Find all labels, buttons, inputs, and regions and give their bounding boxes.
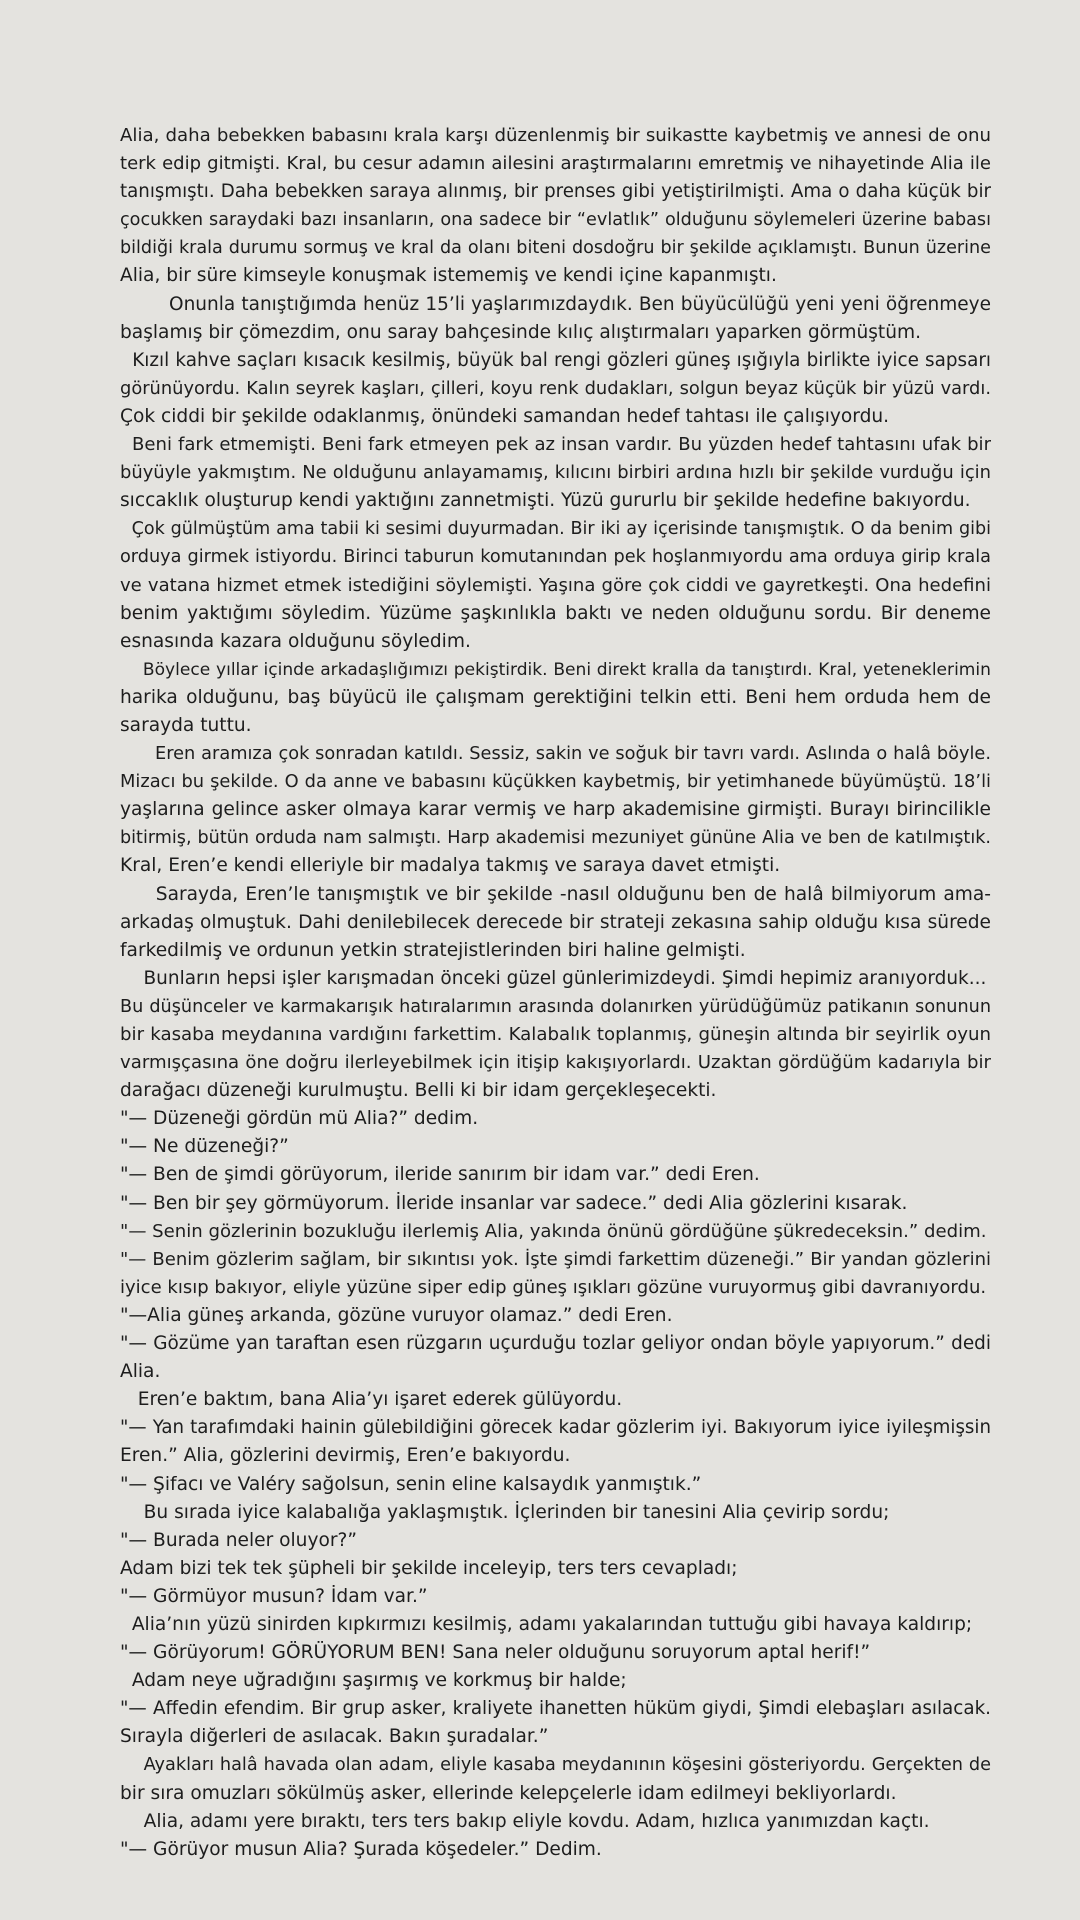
text-line: "— Görmüyor musun? İdam var.” [120,1585,428,1607]
text-line: Çok ciddi bir şekilde odaklanmış, önündeki samandan hedef tahtası ile çalışıyordu. [120,405,890,427]
text-line: büyüyle yakmıştım. Ne olduğunu anlayamamış, kılıcını birbiri ardına hızlı bir şekilde vurduğu için [120,462,991,484]
text-line: darağacı düzeneği kurulmuştu. Belli ki bir idam gerçekleşecekti. [120,1080,717,1102]
text-line: Bu sırada iyice kalabalığa yaklaşmıştık. İçlerinden bir tanesini Alia çevirip sordu; [120,1501,890,1523]
text-line: Sarayda, Eren’le tanışmıştık ve bir şekilde -nasıl olduğunu ben de halâ bilmiyorum ama- [120,883,991,905]
text-line: "— Benim gözlerim sağlam, bir sıkıntısı yok. İşte şimdi farkettim düzeneği.” Bir yandan gözlerini [120,1248,991,1270]
text-line: bir kasaba meydanına vardığını farkettim. Kalabalık toplanmış, güneşin altında bir seyirlik oyun [120,1024,991,1045]
text-line: Sırayla diğerleri de asılacak. Bakın şuradalar.” [120,1726,549,1748]
text-line: Böylece yıllar içinde arkadaşlığımızı pekiştirdik. Beni direkt kralla da tanıştırdı. Kral, yeteneklerimin [120,659,991,680]
text-line: farkedilmiş ve ordunun yetkin stratejistlerinden biri haline gelmişti. [120,939,746,961]
text-line: "— Şifacı ve Valéry sağolsun, senin eline kalsaydık yanmıştık.” [120,1473,702,1495]
text-line: Ayakları halâ havada olan adam, eliyle kasaba meydanının köşesini gösteriyordu. Gerçekten de [120,1755,991,1776]
text-line: Alia, bir süre kimseyle konuşmak istememiş ve kendi içine kapanmıştı. [120,265,777,287]
text-line: Alia, adamı yere bıraktı, ters ters bakıp eliyle kovdu. Adam, hızlıca yanımızdan kaçtı. [120,1810,930,1832]
text-line: "— Gözüme yan taraftan esen rüzgarın uçurduğu tozlar geliyor ondan böyle yapıyorum.” dedi [120,1333,991,1355]
text-line: "— Burada neler oluyor?” [120,1529,357,1551]
text-line: iyice kısıp bakıyor, eliyle yüzüne siper edip güneş ışıkları gözüne vuruyormuş gibi davranıyordu. [120,1276,987,1298]
text-line: bildiği krala durumu sormuş ve kral da olanı biteni dosdoğru bir şekilde açıklamıştı. Bunun üzerine [120,238,991,259]
text-line: "— Ne düzeneği?” [120,1136,289,1158]
text-line: yaşlarına gelince asker olmaya karar vermiş ve harp akademisine girmişti. Burayı birincilikle [120,799,991,821]
text-line: sarayda tuttu. [120,714,252,736]
text-line: orduya girmek istiyordu. Birinci taburun komutanından pek hoşlanmıyordu ama orduya girip krala [120,547,991,568]
text-line: "— Yan tarafımdaki hainin gülebildiğini görecek kadar gözlerim iyi. Bakıyorum iyice iyileşmişsin [120,1417,991,1439]
text-line: varmışçasına öne doğru ilerleyebilmek için itişip kakışıyorlardı. Uzaktan gördüğüm kadarıyla bir [120,1052,991,1074]
text-line: Eren’e baktım, bana Alia’yı işaret ederek gülüyordu. [120,1389,623,1411]
text-line: Bunların hepsi işler karışmadan önceki güzel günlerimizdeydi. Şimdi hepimiz aranıyorduk... [120,967,987,989]
text-line: "— Görüyor musun Alia? Şurada köşedeler.” Dedim. [120,1838,602,1860]
text-line: Beni fark etmemişti. Beni fark etmeyen pek az insan vardır. Bu yüzden hedef tahtasını ufak bir [120,434,991,456]
text-line: çocukken saraydaki bazı insanların, ona sadece bir “evlatlık” olduğunu söylemeleri üzerine babası [120,210,991,231]
text-line: tanışmıştı. Daha bebekken saraya alınmış, bir prenses gibi yetiştirilmişti. Ama o daha küçük bir [120,181,991,203]
text-line: Kızıl kahve saçları kısacık kesilmiş, büyük bal rengi gözleri güneş ışığıyla birlikte iyice sapsarı [120,349,991,371]
text-line: Kral, Eren’e kendi elleriyle bir madalya takmış ve saraya davet etmişti. [120,855,781,877]
text-line: "— Ben bir şey görmüyorum. İleride insanlar var sadece.” dedi Alia gözlerini kısarak. [120,1192,908,1214]
text-line: esnasında kazara olduğunu söyledim. [120,630,471,652]
text-line: Adam bizi tek tek şüpheli bir şekilde inceleyip, ters ters cevapladı; [120,1557,738,1579]
text-line: "— Görüyorum! GÖRÜYORUM BEN! Sana neler olduğunu soruyorum aptal herif!” [120,1642,871,1664]
text-line: Mizacı bu şekilde. O da anne ve babasını küçükken kaybetmiş, bir yetimhanede büyümüştü. 18’li [120,771,991,793]
text-line: Onunla tanıştığımda henüz 15’li yaşlarımızdaydık. Ben büyücülüğü yeni yeni öğrenmeye [120,293,991,315]
text-line: ve vatana hizmet etmek istediğini söylemişti. Yaşına göre çok ciddi ve gayretkeşti. Ona hedefini [120,574,991,596]
text-line: terk edip gitmişti. Kral, bu cesur adamın ailesini araştırmalarını emretmiş ve nihayetinde Alia ile [120,153,991,175]
text-line: arkadaş olmuştuk. Dahi denilebilecek derecede bir strateji zekasına sahip olduğu kısa sürede [120,911,991,933]
text-line: Alia’nın yüzü sinirden kıpkırmızı kesilmiş, adamı yakalarından tuttuğu gibi havaya kaldırıp; [120,1613,973,1635]
text-line: Eren.” Alia, gözlerini devirmiş, Eren’e bakıyordu. [120,1445,571,1467]
document-page [120,122,991,1864]
text-line: benim yaktığımı söyledim. Yüzüme şaşkınlıkla baktı ve neden olduğunu sordu. Bir deneme [120,602,991,624]
text-line: Bu düşünceler ve karmakarışık hatıralarımın arasında dolanırken yürüdüğümüz patikanın sonunun [120,996,991,1017]
text-line: Çok gülmüştüm ama tabii ki sesimi duyurmadan. Bir iki ay içerisinde tanışmıştık. O da benim gibi [120,519,991,540]
text-line: bitirmiş, bütün orduda nam salmıştı. Harp akademisi mezuniyet gününe Alia ve ben de katılmıştık. [120,828,991,849]
text-line: Alia. [120,1361,161,1383]
text-line: "— Senin gözlerinin bozukluğu ilerlemiş Alia, yakında önünü gördüğüne şükredeceksin.” dedim. [120,1220,987,1242]
text-line: bir sıra omuzları sökülmüş asker, ellerinde kelepçelerle idam edilmeyi bekliyorlardı. [120,1782,897,1804]
text-line: "— Ben de şimdi görüyorum, ileride sanırım bir idam var.” dedi Eren. [120,1164,760,1186]
text-line: "— Düzeneği gördün mü Alia?” dedim. [120,1108,479,1130]
text-line: başlamış bir çömezdim, onu saray bahçesinde kılıç alıştırmaları yaparken görmüştüm. [120,321,922,343]
text-line: Alia, daha bebekken babasını krala karşı düzenlenmiş bir suikastte kaybetmiş ve annesi de onu [120,125,991,146]
text-line: görünüyordu. Kalın seyrek kaşları, çilleri, koyu renk dudakları, solgun beyaz küçük bir yüzü vardı. [120,377,991,399]
text-line: sıccaklık oluşturup kendi yaktığını zannetmişti. Yüzü gururlu bir şekilde hedefine bakıyordu. [120,490,971,512]
text-line: harika olduğunu, baş büyücü ile çalışmam gerektiğini telkin etti. Beni hem orduda hem de [120,686,991,708]
text-line: Eren aramıza çok sonradan katıldı. Sessiz, sakin ve soğuk bir tavrı vardı. Aslında o halâ böyle. [120,744,991,765]
text-line: "—Alia güneş arkanda, gözüne vuruyor olamaz.” dedi Eren. [120,1304,673,1326]
text-line: "— Affedin efendim. Bir grup asker, kraliyete ihanetten hüküm giydi, Şimdi elebaşları asılacak. [120,1698,991,1720]
text-line: Adam neye uğradığını şaşırmış ve korkmuş bir halde; [120,1670,627,1692]
